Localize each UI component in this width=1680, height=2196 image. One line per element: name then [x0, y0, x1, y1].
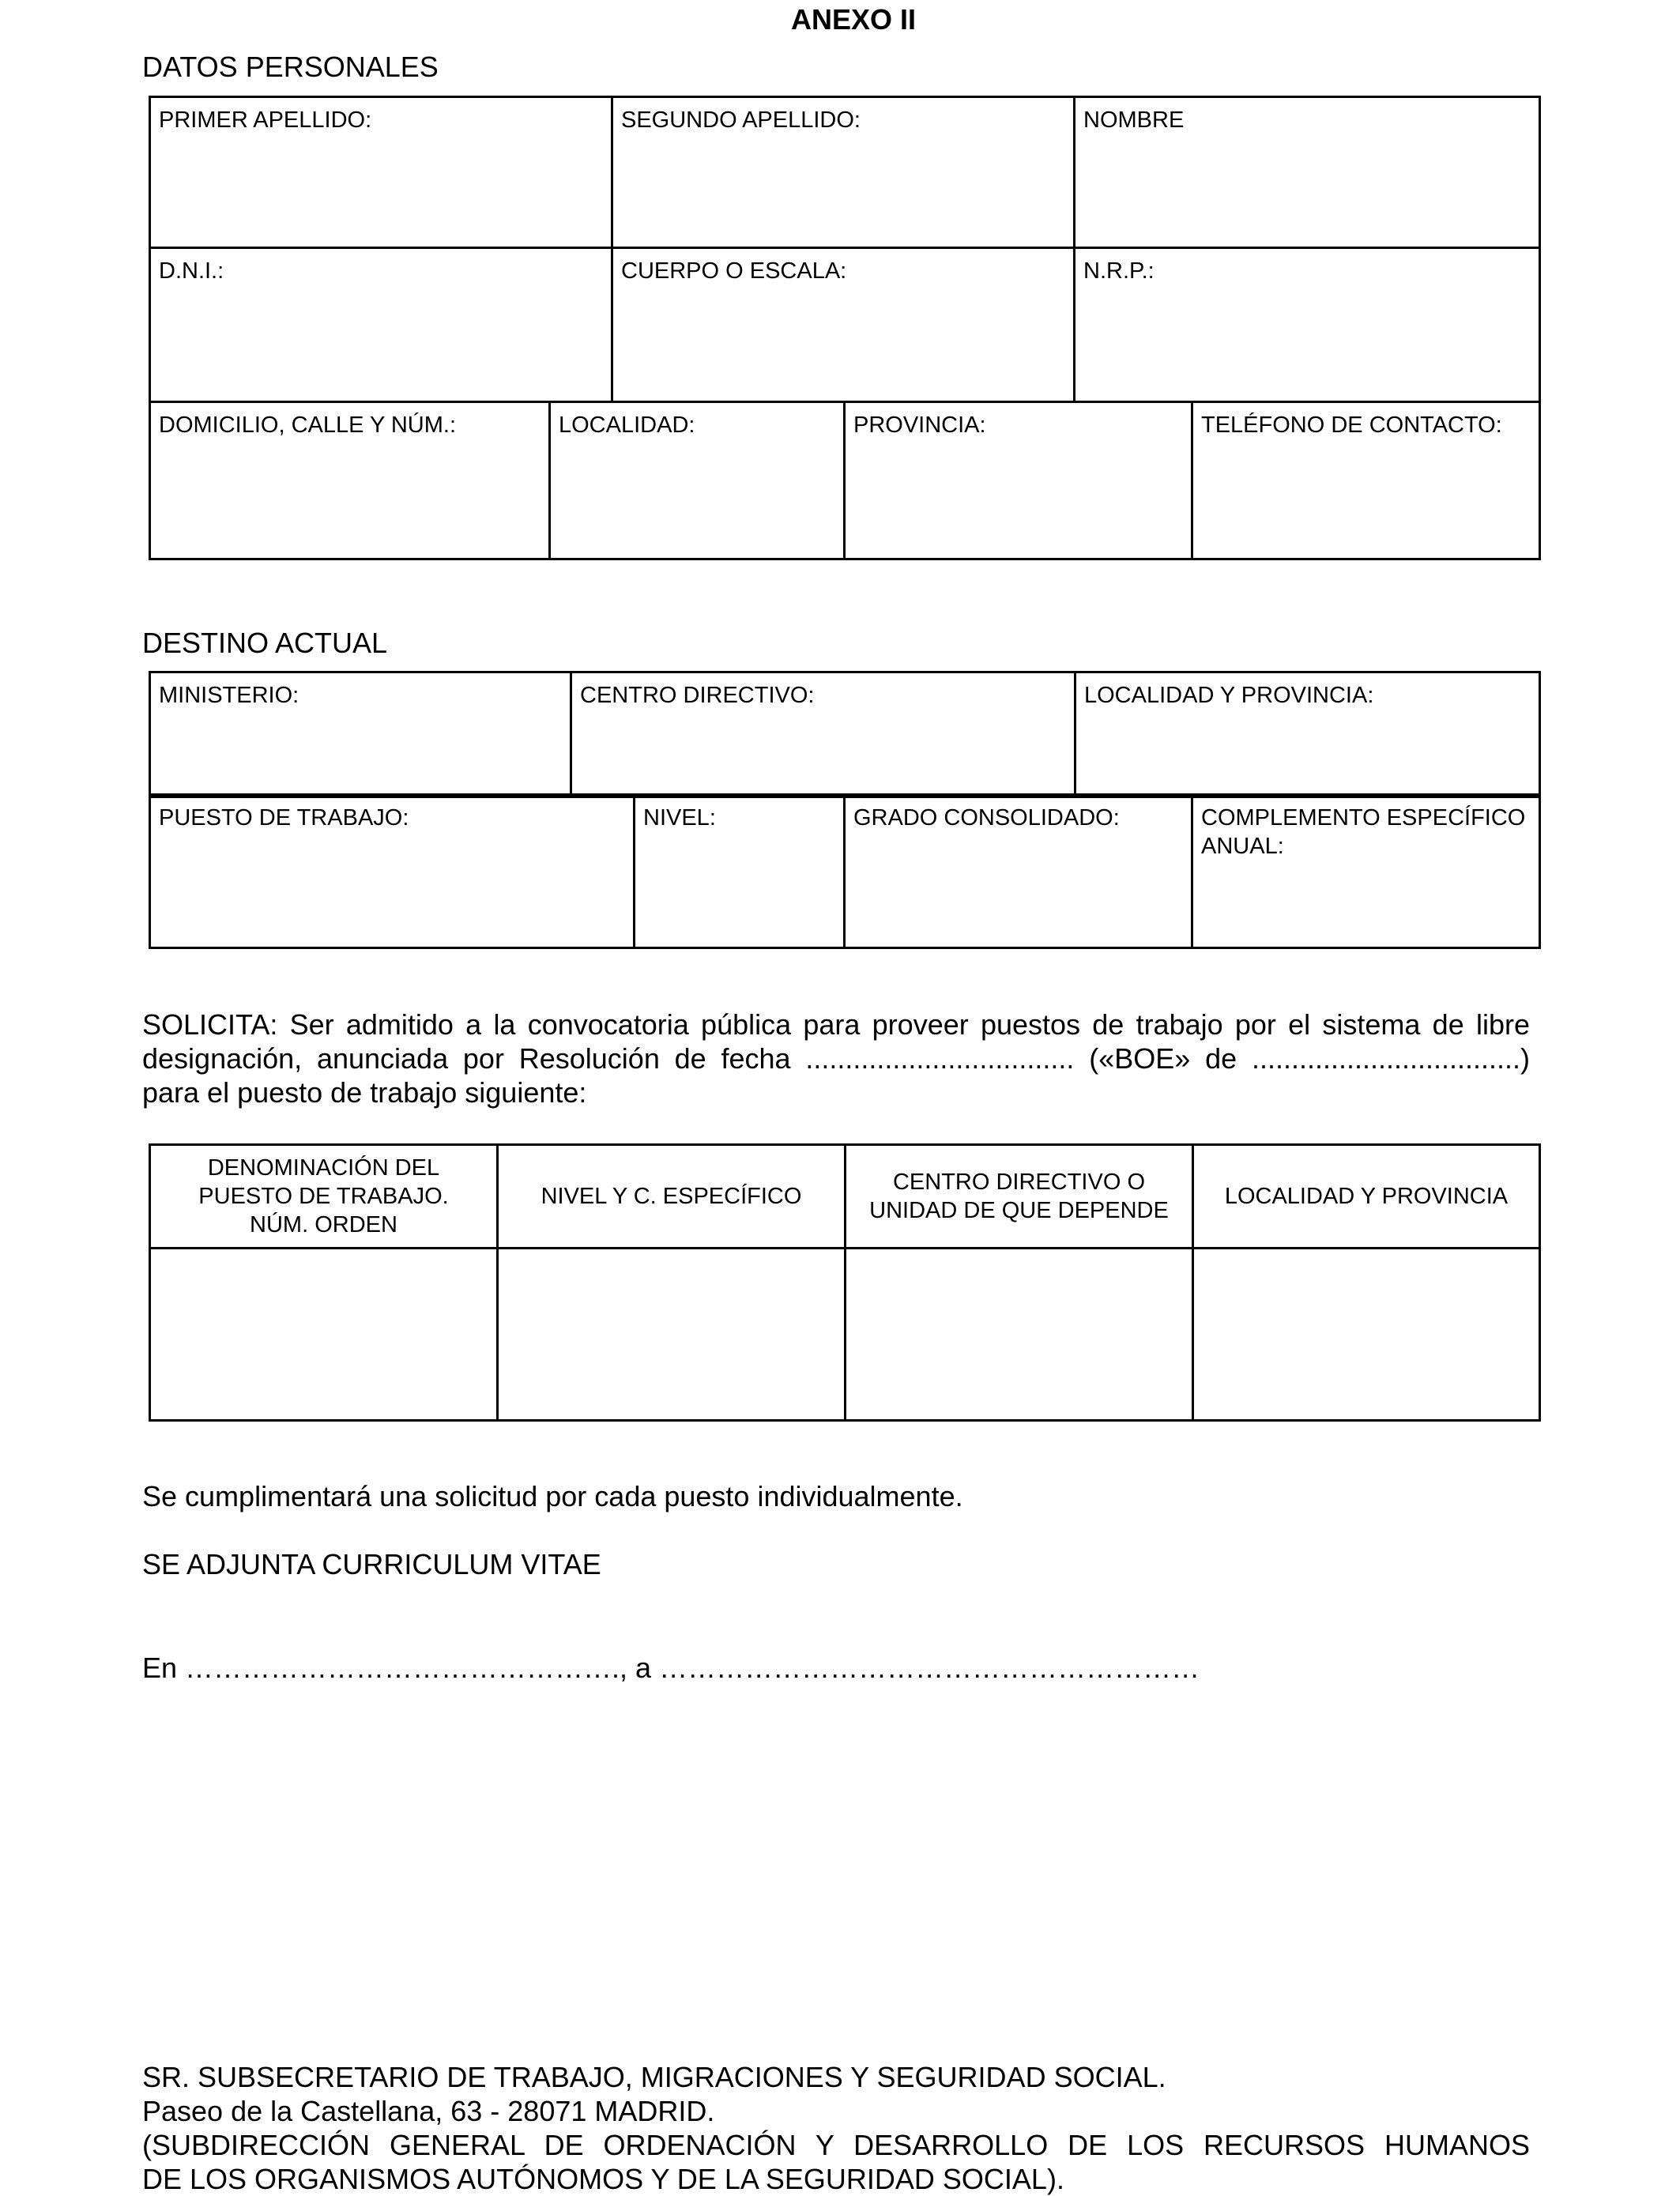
field-dni[interactable]: [150, 248, 612, 402]
note-adjunta-cv: SE ADJUNTA CURRICULUM VITAE: [142, 1548, 601, 1580]
field-nivel[interactable]: [635, 795, 845, 948]
field-label: COMPLEMENTO ESPECÍFICO ANUAL:: [1201, 805, 1526, 859]
field-label: MINISTERIO:: [159, 683, 299, 708]
cell-localidad-provincia[interactable]: [1193, 1249, 1540, 1421]
field-label: D.N.I.:: [159, 258, 224, 284]
field-provincia[interactable]: [845, 402, 1192, 559]
place-date-line: En ………………………………………., a …………………………………………………: [142, 1652, 1200, 1684]
field-label: NOMBRE: [1083, 107, 1185, 133]
field-grado-consolidado[interactable]: [845, 795, 1192, 948]
field-primer-apellido[interactable]: [150, 97, 612, 248]
header-label: DENOMINACIÓN DEL PUESTO DE TRABAJO. NÚM. ORDEN: [198, 1155, 449, 1237]
field-puesto-trabajo[interactable]: [150, 795, 635, 948]
field-localidad-provincia[interactable]: [1075, 672, 1540, 797]
destino-actual-puesto-table: [149, 793, 1541, 949]
field-label: CUERPO O ESCALA:: [621, 258, 847, 284]
field-domicilio[interactable]: [150, 402, 550, 559]
section-heading-datos-personales: DATOS PERSONALES: [142, 51, 439, 83]
solicita-paragraph: [142, 1008, 1530, 1109]
header-localidad-provincia: [1193, 1145, 1540, 1249]
document-title: ANEXO II: [790, 3, 917, 36]
field-ministerio[interactable]: [150, 672, 571, 797]
header-label: NIVEL Y C. ESPECÍFICO: [541, 1184, 802, 1209]
field-label: NIVEL:: [643, 805, 716, 831]
puesto-solicitado-table: [149, 1143, 1541, 1422]
field-segundo-apellido[interactable]: [612, 97, 1075, 248]
cell-centro-directivo[interactable]: [846, 1249, 1193, 1421]
footer-line-1: SR. SUBSECRETARIO DE TRABAJO, MIGRACIONES Y SEGURIDAD SOCIAL.: [142, 2061, 1166, 2093]
field-nrp[interactable]: [1075, 248, 1540, 402]
header-nivel-especifico: [498, 1145, 846, 1249]
field-centro-directivo[interactable]: [571, 672, 1075, 797]
field-label: PUESTO DE TRABAJO:: [159, 805, 409, 831]
datos-personales-table: [149, 96, 1541, 403]
field-label: GRADO CONSOLIDADO:: [853, 805, 1120, 831]
footer-line-2: Paseo de la Castellana, 63 - 28071 MADRID.: [142, 2095, 715, 2127]
field-label: LOCALIDAD:: [559, 412, 695, 438]
footer-line-4: DE LOS ORGANISMOS AUTÓNOMOS Y DE LA SEGURIDAD SOCIAL).: [142, 2163, 1064, 2195]
header-label: LOCALIDAD Y PROVINCIA: [1224, 1184, 1509, 1209]
solicita-line-2: designación, anunciada por Resolución de fecha .................................. («BOE» de ..................................): [142, 1042, 1530, 1075]
field-label: LOCALIDAD Y PROVINCIA:: [1084, 683, 1374, 708]
section-heading-destino-actual: DESTINO ACTUAL: [142, 627, 388, 659]
solicita-line-1: SOLICITA: Ser admitido a la convocatoria pública para proveer puestos de trabajo por el sistema de libre: [142, 1008, 1530, 1041]
field-cuerpo-escala[interactable]: [612, 248, 1075, 402]
destino-actual-table: [149, 671, 1541, 798]
footer-line-3: (SUBDIRECCIÓN GENERAL DE ORDENACIÓN Y DESARROLLO DE LOS RECURSOS HUMANOS: [142, 2129, 1530, 2161]
field-telefono[interactable]: [1192, 402, 1540, 559]
datos-personales-domicilio-table: [149, 401, 1541, 560]
header-centro-directivo: [846, 1145, 1193, 1249]
field-label: DOMICILIO, CALLE Y NÚM.:: [159, 412, 457, 438]
field-label: PRIMER APELLIDO:: [159, 107, 372, 133]
field-label: PROVINCIA:: [853, 412, 986, 438]
field-label: N.R.P.:: [1083, 258, 1155, 284]
field-label: TELÉFONO DE CONTACTO:: [1201, 412, 1502, 438]
footer-address-block: [142, 2060, 1530, 2196]
field-nombre[interactable]: [1075, 97, 1540, 248]
solicita-line-3: para el puesto de trabajo siguiente:: [142, 1076, 587, 1109]
cell-denominacion[interactable]: [150, 1249, 498, 1421]
cell-nivel-especifico[interactable]: [498, 1249, 846, 1421]
header-denominacion: [150, 1145, 498, 1249]
field-label: SEGUNDO APELLIDO:: [621, 107, 861, 133]
field-complemento-especifico[interactable]: [1192, 795, 1540, 948]
header-label: CENTRO DIRECTIVO O UNIDAD DE QUE DEPENDE: [869, 1170, 1169, 1223]
field-label: CENTRO DIRECTIVO:: [580, 683, 815, 708]
field-localidad[interactable]: [550, 402, 845, 559]
note-individual: Se cumplimentará una solicitud por cada puesto individualmente.: [142, 1480, 963, 1512]
